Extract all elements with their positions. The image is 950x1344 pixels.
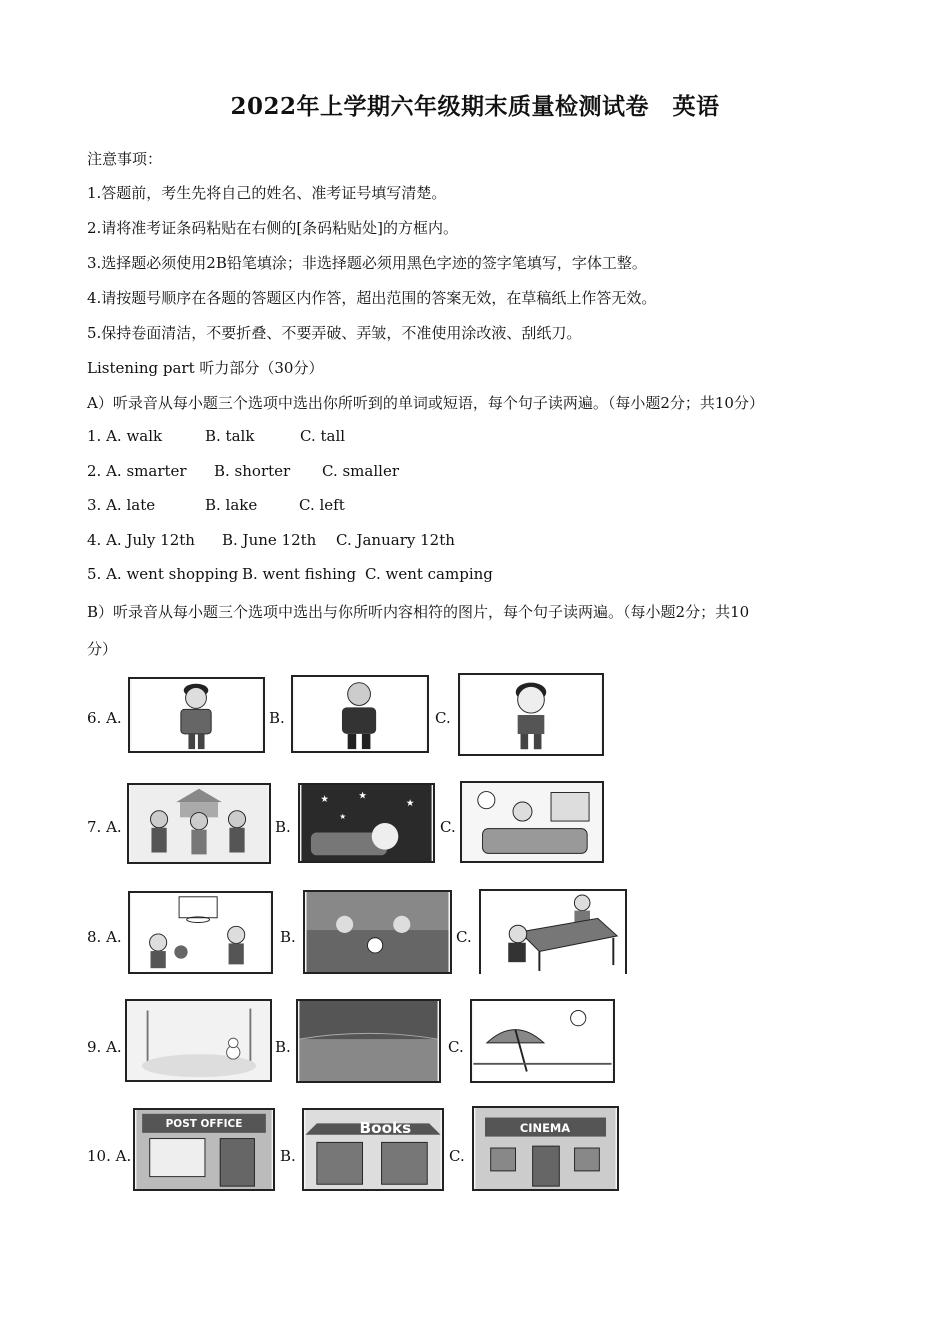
page-title: 2022年上学期六年级期末质量检测试卷 英语 [230, 93, 720, 120]
option-a[interactable]: 2. A. smarter [87, 462, 187, 480]
option-a[interactable]: 1. A. walk [87, 427, 163, 445]
svg-text:★: ★ [339, 812, 347, 822]
svg-text:★: ★ [320, 794, 329, 806]
picture-summer-beach[interactable] [470, 999, 615, 1083]
notice-item: 2.请将准考证条码粘贴在右侧的[条码粘贴处]的方框内。 [87, 219, 459, 237]
picture-teacher[interactable] [128, 677, 265, 753]
option-b[interactable]: B. shorter [214, 462, 291, 480]
notice-heading: 注意事项： [87, 150, 163, 168]
picture-table-tennis[interactable] [479, 889, 627, 974]
option-c[interactable]: C. went camping [365, 565, 493, 583]
question-4 [87, 531, 455, 549]
question-5 [87, 565, 493, 583]
option-c[interactable]: C. left [299, 496, 345, 514]
picture-bookstore[interactable] [302, 1108, 444, 1191]
option-b[interactable]: B. went fishing [242, 565, 357, 583]
q9-label-a: 9. A. [87, 1038, 122, 1056]
notice-item: 1.答题前，考生先将自己的姓名、准考证号填写清楚。 [87, 184, 447, 202]
picture-basketball[interactable] [128, 891, 273, 974]
option-a[interactable]: 5. A. went shopping [87, 565, 239, 583]
q6-label-b: B. [269, 709, 285, 727]
picture-winter[interactable] [125, 999, 272, 1082]
post-office-sign: POST OFFICE [165, 1118, 243, 1131]
picture-autumn-field[interactable] [296, 999, 441, 1083]
picture-cinema[interactable] [472, 1106, 619, 1191]
option-c[interactable]: C. smaller [322, 462, 399, 480]
cinema-sign: CINEMA [519, 1120, 571, 1135]
section-b-instruction: B）听录音从每小题三个选项中选出与你所听内容相符的图片，每个句子读两遍。（每小题2分；共10 [87, 603, 750, 621]
q10-label-c: C. [449, 1147, 465, 1165]
picture-grandpa[interactable] [291, 675, 429, 753]
books-sign: Books [359, 1118, 412, 1137]
svg-text:★: ★ [405, 797, 415, 809]
option-a[interactable]: 4. A. July 12th [87, 531, 195, 549]
question-2 [87, 462, 399, 480]
q9-label-c: C. [448, 1038, 464, 1056]
q7-label-a: 7. A. [87, 818, 122, 836]
svg-text:★: ★ [358, 790, 367, 802]
notice-item: 4.请按题号顺序在各题的答题区内作答，超出范围的答案无效，在草稿纸上作答无效。 [87, 289, 657, 307]
option-b[interactable]: B. talk [205, 427, 255, 445]
question-1 [87, 427, 345, 445]
q8-label-c: C. [456, 928, 472, 946]
picture-going-to-school[interactable] [127, 783, 271, 864]
option-c[interactable]: C. January 12th [336, 531, 455, 549]
section-a-instruction: A）听录音从每小题三个选项中选出你所听到的单词或短语，每个句子读两遍。（每小题2分；共10分） [87, 394, 764, 412]
notice-item: 3.选择题必须使用2B铅笔填涂；非选择题必须用黑色字迹的签字笔填写，字体工整。 [87, 254, 647, 272]
option-b[interactable]: B. lake [205, 496, 258, 514]
option-c[interactable]: C. tall [300, 427, 346, 445]
notice-item: 5.保持卷面清洁，不要折叠、不要弄破、弄皱，不准使用涂改液、刮纸刀。 [87, 324, 582, 342]
q10-label-b: B. [280, 1147, 296, 1165]
picture-sleeping-night[interactable] [298, 783, 435, 863]
picture-waking-up[interactable] [460, 781, 604, 863]
listening-heading: Listening part 听力部分（30分） [87, 359, 324, 377]
q8-label-a: 8. A. [87, 928, 122, 946]
question-3 [87, 496, 345, 514]
picture-post-office[interactable] [133, 1108, 275, 1191]
q7-label-b: B. [275, 818, 291, 836]
q6-label-a: 6. A. [87, 709, 122, 727]
option-b[interactable]: B. June 12th [222, 531, 317, 549]
section-b-instruction-cont: 分） [87, 640, 118, 658]
q9-label-b: B. [275, 1038, 291, 1056]
option-a[interactable]: 3. A. late [87, 496, 156, 514]
q7-label-c: C. [440, 818, 456, 836]
picture-boy[interactable] [458, 673, 604, 756]
q10-label-a: 10. A. [87, 1147, 132, 1165]
q6-label-c: C. [435, 709, 451, 727]
picture-football[interactable] [303, 890, 452, 974]
q8-label-b: B. [280, 928, 296, 946]
